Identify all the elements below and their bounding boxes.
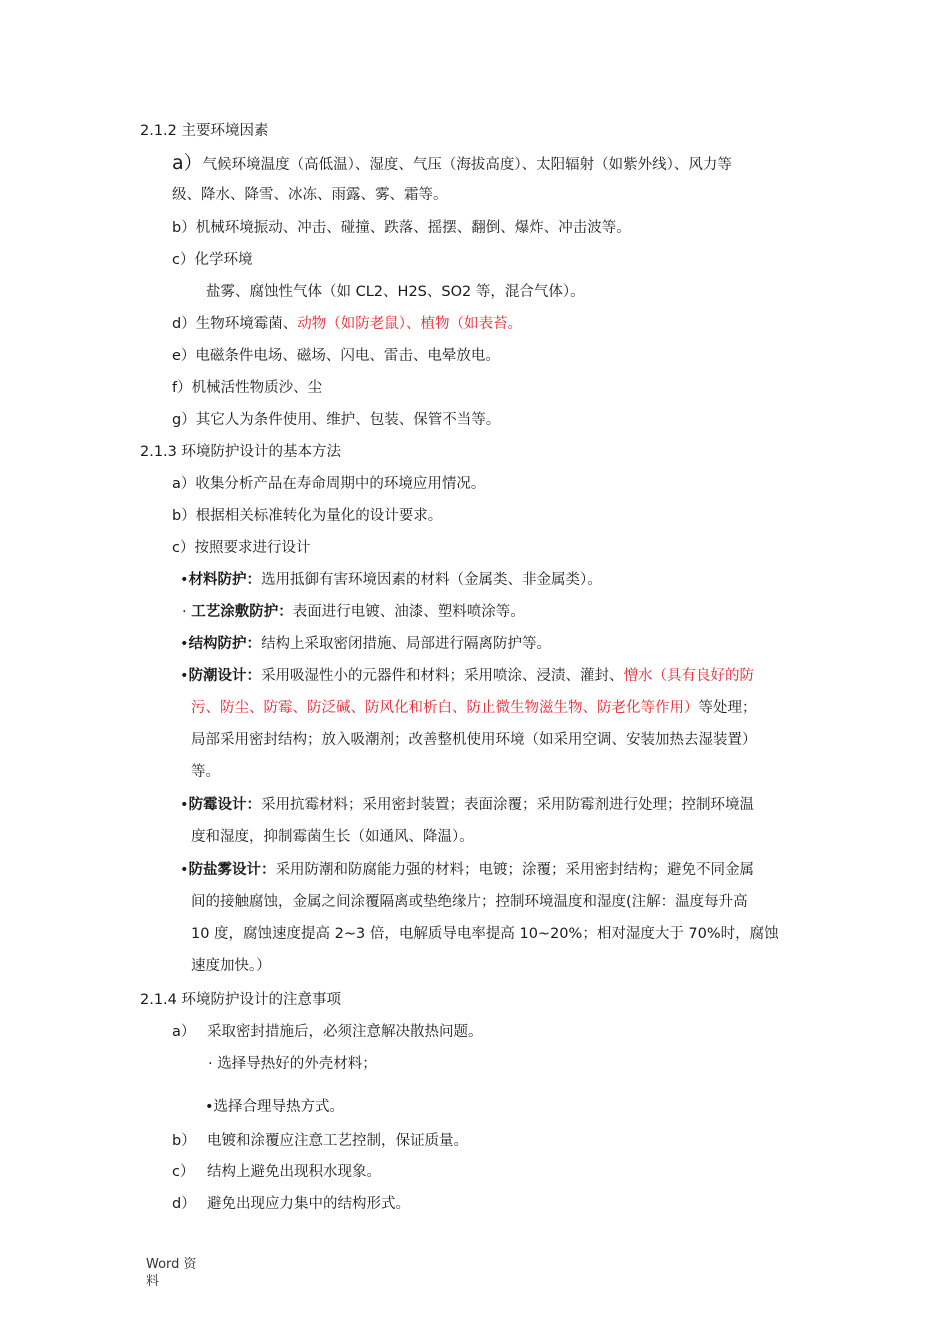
page-footer: Word 资料 — [146, 1257, 197, 1289]
list-item-b: b）根据相关标准转化为量化的设计要求。 — [172, 508, 443, 524]
highlight-text: 动物（如防老鼠）、植物（如表苔。 — [297, 316, 522, 332]
bullet-marker: • — [180, 797, 189, 813]
bullet-salt-fog-design-line3: 10 度，腐蚀速度提高 2~3 倍，电解质导电率提高 10~20%；相对湿度大于 70%时，腐蚀 — [191, 926, 779, 942]
list-text: d）生物环境霉菌、 — [172, 316, 298, 332]
bullet-label: 防潮设计： — [188, 668, 262, 684]
list-item-c-marker: c） — [172, 1164, 195, 1180]
bullet-text: 采用抗霉材料；采用密封装置；表面涂覆；采用防霉剂进行处理；控制环境温 — [261, 797, 755, 813]
bullet-text: 等处理； — [698, 700, 757, 716]
bullet-structure-protection — [180, 634, 551, 654]
bullet-salt-fog-design-line2: 间的接触腐蚀，金属之间涂覆隔离或垫绝缘片；控制环境温度和湿度(注解：温度每升高 — [191, 894, 748, 910]
bullet-text: 表面进行电镀、油漆、塑料喷涂等。 — [292, 604, 525, 620]
bullet-marker: • — [180, 636, 189, 652]
list-item-b-marker: b） — [172, 1133, 196, 1149]
bullet-material-protection — [180, 570, 602, 590]
bullet-label: 防霉设计： — [188, 797, 262, 813]
bullet-text: 选用抵御有害环境因素的材料（金属类、非金属类）。 — [261, 572, 602, 588]
bullet-text: 采用吸湿性小的元器件和材料；采用喷涂、浸渍、灌封、 — [261, 668, 624, 684]
list-item-a-text: 采取密封措施后，必须注意解决散热问题。 — [207, 1024, 483, 1040]
section-heading-2-1-3: 2.1.3 环境防护设计的基本方法 — [140, 444, 342, 460]
bullet-label: 防盐雾设计： — [188, 862, 276, 878]
bullet-moisture-design-line2 — [191, 698, 757, 718]
bullet-salt-fog-design-line1 — [180, 860, 754, 880]
section-heading-2-1-2: 2.1.2 主要环境因素 — [140, 123, 269, 139]
list-item-c-text: 结构上避免出现积水现象。 — [207, 1164, 381, 1180]
list-item-a-sub1: · 选择导热好的外壳材料； — [208, 1056, 377, 1072]
list-item-d — [172, 314, 522, 334]
list-item-a-line2: 级、降水、降雪、冰冻、雨露、雾、霜等。 — [172, 187, 448, 203]
list-item-c-detail: 盐雾、腐蚀性气体（如 CL2、H2S、SO2 等，混合气体）。 — [206, 284, 585, 300]
list-item-a: a）收集分析产品在寿命周期中的环境应用情况。 — [172, 476, 486, 492]
bullet-salt-fog-design-line4: 速度加快。） — [191, 958, 271, 974]
bullet-marker: · — [182, 604, 187, 620]
bullet-label: 结构防护： — [188, 636, 262, 652]
bullet-label: 材料防护： — [188, 572, 262, 588]
list-item-a-sub2: •选择合理导热方式。 — [205, 1099, 345, 1115]
highlight-text: 憎水（具有良好的防 — [623, 668, 755, 684]
bullet-marker: • — [180, 862, 189, 878]
bullet-mold-design-line1 — [180, 795, 754, 815]
bullet-mold-design-line2: 度和湿度，抑制霉菌生长（如通风、降温）。 — [191, 829, 474, 845]
list-item-b-text: 电镀和涂覆应注意工艺控制，保证质量。 — [207, 1133, 468, 1149]
list-item-g: g）其它人为条件使用、维护、包装、保管不当等。 — [172, 412, 501, 428]
list-item-b: b）机械环境振动、冲击、碰撞、跌落、摇摆、翻倒、爆炸、冲击波等。 — [172, 220, 631, 236]
bullet-text: 结构上采取密闭措施、局部进行隔离防护等。 — [261, 636, 552, 652]
highlight-text: 污、防尘、防霉、防泛碱、防风化和析白、防止微生物滋生物、防老化等作用） — [191, 700, 699, 716]
bullet-moisture-design-line3: 局部采用密封结构；放入吸潮剂；改善整机使用环境（如采用空调、安装加热去湿装置） — [191, 732, 757, 748]
bullet-marker: • — [180, 572, 189, 588]
list-item-a-line1 — [172, 153, 732, 175]
bullet-moisture-design-line4: 等。 — [191, 764, 220, 780]
section-heading-2-1-4: 2.1.4 环境防护设计的注意事项 — [140, 992, 342, 1008]
bullet-coating-protection — [182, 602, 525, 622]
list-item-c: c）化学环境 — [172, 252, 253, 268]
list-item-d-marker: d） — [172, 1196, 196, 1212]
list-marker: a） — [172, 152, 203, 174]
list-item-a-marker: a） — [172, 1024, 196, 1040]
bullet-moisture-design-line1 — [180, 666, 754, 686]
list-text: 气候环境温度（高低温）、湿度、气压（海拔高度）、太阳辐射（如紫外线）、风力等 — [202, 157, 732, 173]
bullet-marker: • — [180, 668, 189, 684]
list-item-d-text: 避免出现应力集中的结构形式。 — [207, 1196, 410, 1212]
list-item-f: f）机械活性物质沙、尘 — [172, 380, 323, 396]
list-item-c: c）按照要求进行设计 — [172, 540, 311, 556]
bullet-text: 采用防潮和防腐能力强的材料；电镀；涂覆；采用密封结构；避免不同金属 — [275, 862, 755, 878]
list-item-e: e）电磁条件电场、磁场、闪电、雷击、电晕放电。 — [172, 348, 500, 364]
bullet-label: 工艺涂敷防护： — [191, 604, 293, 620]
